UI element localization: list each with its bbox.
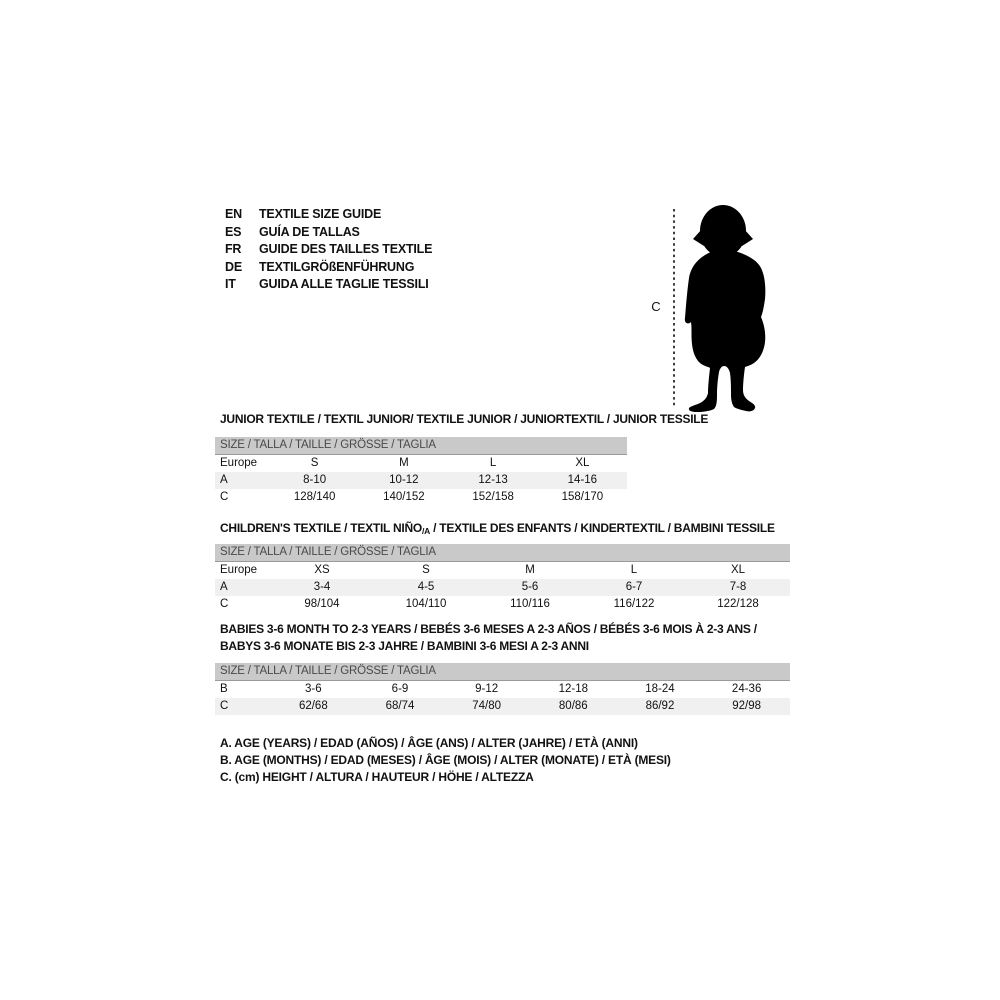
age-cell: 6-7 [625, 581, 643, 593]
size-cell: S [422, 564, 430, 576]
age-cell: 5-6 [521, 581, 539, 593]
height-dashed-line [672, 209, 676, 407]
age-cell: 12-13 [478, 474, 508, 486]
list-item [225, 224, 432, 242]
row-label: C [220, 700, 229, 712]
height-cell: 152/158 [472, 491, 514, 503]
list-item [225, 241, 432, 259]
age-cell: 10-12 [389, 474, 419, 486]
children-size-table [215, 544, 790, 613]
height-marker-label: C [651, 299, 661, 314]
children-table-title [220, 520, 775, 540]
height-cell: 98/104 [304, 598, 340, 610]
height-cell: 92/98 [732, 700, 762, 712]
table-row [215, 455, 627, 473]
height-cell: 68/74 [385, 700, 415, 712]
height-cell: 62/68 [298, 700, 328, 712]
list-item [225, 206, 432, 224]
height-cell: 128/140 [293, 491, 336, 503]
size-header-row [215, 544, 790, 562]
size-cell: XS [314, 564, 330, 576]
language-code: FR [225, 242, 242, 257]
table-row [215, 681, 790, 699]
junior-size-table [215, 437, 627, 506]
height-cell: 110/116 [510, 598, 550, 610]
size-cell: XL [575, 457, 590, 469]
height-cell: 140/152 [383, 491, 425, 503]
table-row [215, 489, 627, 506]
age-cell: 3-6 [305, 683, 322, 695]
age-cell: 8-10 [303, 474, 327, 486]
language-code: ES [225, 224, 242, 239]
language-code: EN [225, 207, 242, 221]
table-row [215, 472, 627, 489]
age-cell: 9-12 [475, 683, 499, 695]
babies-title-line1: BABIES 3-6 MONTH TO 2-3 YEARS / BEBÉS 3-6 MESES A 2-3 AÑOS / BÉBÉS 3-6 MOIS À 2-3 ANS / [220, 622, 757, 636]
height-cell: 158/170 [561, 491, 604, 503]
children-title-part2: / TEXTILE DES ENFANTS / KINDERTEXTIL / BAMBINI TESSILE [429, 521, 775, 535]
height-cell: 80/86 [558, 700, 588, 712]
legend-line-a: A. AGE (YEARS) / EDAD (AÑOS) / ÂGE (ANS) / ALTER (JAHRE) / ETÀ (ANNI) [220, 736, 638, 750]
babies-title-line2: BABYS 3-6 MONATE BIS 2-3 JAHRE / BAMBINI 3-6 MESI A 2-3 ANNI [220, 638, 589, 653]
age-cell: 18-24 [645, 683, 675, 695]
language-code: IT [225, 277, 236, 292]
size-cell: S [310, 457, 319, 469]
row-label: C [220, 491, 229, 503]
table-row [215, 562, 790, 580]
age-cell: 3-4 [313, 581, 331, 593]
size-cell: L [630, 564, 638, 576]
babies-table-title [220, 621, 757, 654]
table-row [215, 596, 790, 613]
height-cell: 104/110 [405, 598, 447, 610]
size-header-bar: SIZE / TALLA / TAILLE / GRÖSSE / TAGLIA [215, 437, 627, 455]
size-header-bar: SIZE / TALLA / TAILLE / GRÖSSE / TAGLIA [215, 544, 790, 562]
age-cell: 7-8 [729, 581, 747, 593]
babies-size-table [215, 663, 790, 715]
height-cell: 122/128 [717, 598, 759, 610]
language-label: TEXTILE SIZE GUIDE [259, 207, 382, 221]
language-guide-list [225, 206, 432, 294]
age-cell: 24-36 [731, 683, 762, 695]
height-cell: 74/80 [472, 700, 502, 712]
junior-table-title: JUNIOR TEXTILE / TEXTIL JUNIOR/ TEXTILE JUNIOR / JUNIORTEXTIL / JUNIOR TESSILE [220, 412, 709, 426]
height-cell: 86/92 [645, 700, 675, 712]
legend [220, 735, 671, 787]
row-label: Europe [220, 564, 258, 576]
row-label: Europe [220, 457, 258, 469]
size-cell: M [399, 457, 409, 469]
list-item [225, 276, 432, 294]
age-cell: 4-5 [417, 581, 435, 593]
size-cell: M [525, 564, 535, 576]
size-header-row [215, 437, 627, 455]
height-cell: 116/122 [613, 598, 655, 610]
size-header-row [215, 663, 790, 681]
age-cell: 6-9 [391, 683, 409, 695]
size-cell: XL [730, 564, 746, 576]
row-label: C [220, 598, 229, 610]
children-title-sub: /A [421, 526, 430, 536]
age-cell: 14-16 [567, 474, 598, 486]
language-label: GUÍA DE TALLAS [259, 224, 360, 239]
language-label: GUIDA ALLE TAGLIE TESSILI [259, 277, 429, 292]
legend-line-c: C. (cm) HEIGHT / ALTURA / HAUTEUR / HÖHE / ALTEZZA [220, 770, 534, 785]
language-label: GUIDE DES TAILLES TEXTILE [259, 242, 433, 257]
size-cell: L [489, 457, 497, 469]
row-label: A [220, 474, 228, 486]
toddler-silhouette-icon [683, 202, 773, 412]
list-item [225, 259, 432, 277]
language-label: TEXTILGRÖßENFÜHRUNG [259, 259, 415, 274]
table-row [215, 698, 790, 715]
table-row [215, 579, 790, 596]
children-title-part1: CHILDREN'S TEXTILE / TEXTIL NIÑO [220, 521, 422, 535]
row-label: B [220, 683, 228, 695]
legend-line-b: B. AGE (MONTHS) / EDAD (MESES) / ÂGE (MOIS) / ALTER (MONATE) / ETÀ (MESI) [220, 753, 671, 768]
row-label: A [220, 581, 228, 593]
size-header-bar: SIZE / TALLA / TAILLE / GRÖSSE / TAGLIA [215, 663, 790, 681]
age-cell: 12-18 [558, 683, 588, 695]
language-code: DE [225, 259, 242, 274]
